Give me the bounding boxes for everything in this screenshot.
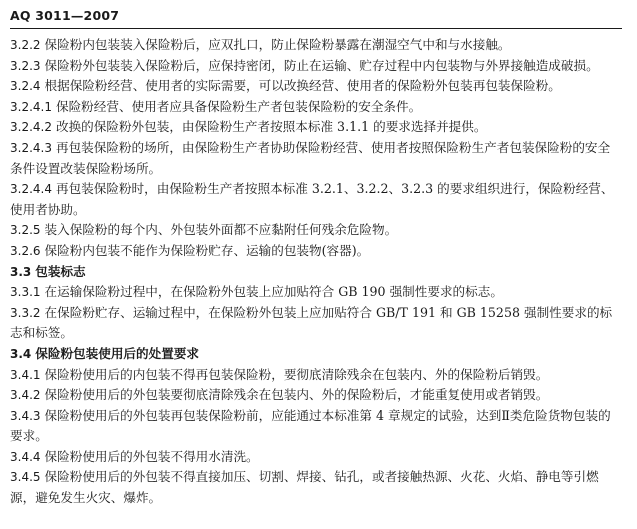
clause-text: 保险粉使用后的外包装再包装保险粉前，应能通过本标准第 4 章规定的试验，达到Ⅱ类危险货物包装的要求。: [10, 407, 611, 444]
clause-text: 装入保险粉的每个内、外包装外面都不应黏附任何残余危险物。: [44, 222, 398, 238]
clause-paragraph: [10, 303, 622, 344]
clause-paragraph: [10, 262, 622, 283]
clause-number: 3.2.4.2: [10, 120, 52, 135]
clause-paragraph: [10, 179, 622, 220]
clause-paragraph: [10, 365, 622, 386]
clause-paragraph: [10, 35, 622, 56]
clause-number: 3.2.6: [10, 243, 41, 258]
clause-paragraph: [10, 467, 622, 508]
clause-text: 保险粉内包装装入保险粉后，应双扎口，防止保险粉暴露在潮湿空气中和与水接触。: [44, 37, 511, 52]
clause-paragraph: [10, 406, 622, 447]
clause-paragraph: [10, 76, 622, 97]
clause-text: 在运输保险粉过程中，在保险粉外包装上应加贴符合 GB 190 强制性要求的标志。: [44, 284, 503, 300]
clause-number: 3.2.5: [10, 223, 41, 238]
clause-number: 3.2.4.3: [10, 140, 52, 155]
clause-text: 再包装保险粉时，由保险粉生产者按照本标准 3.2.1、3.2.2、3.2.3 的要求组织进行，保险粉经营、使用者协助。: [10, 181, 614, 217]
clause-number: 3.2.4.1: [10, 99, 52, 114]
clause-text: 保险粉使用后的内包装不得再包装保险粉，要彻底清除残余在包装内、外的保险粉后销毁。: [44, 366, 549, 382]
header-rule: [10, 28, 622, 29]
clause-paragraph: [10, 97, 622, 118]
clause-text: 保险粉包装使用后的处置要求: [35, 345, 199, 361]
clause-number: 3.2.2: [10, 38, 41, 52]
clause-paragraph: [10, 220, 622, 241]
clause-number: 3.3: [10, 264, 32, 279]
clause-text: 包装标志: [35, 263, 86, 279]
clause-number: 3.4: [10, 346, 32, 361]
clause-text: 根据保险粉经营、使用者的实际需要，可以改换经营、使用者的保险粉外包装再包装保险粉。: [44, 78, 561, 94]
clause-number: 3.4.2: [10, 388, 41, 403]
clause-paragraph: [10, 447, 622, 468]
clause-number: 3.4.1: [10, 367, 41, 382]
clause-text: 保险粉经营、使用者应具备保险粉生产者包装保险粉的安全条件。: [55, 98, 422, 114]
clause-paragraph: [10, 385, 622, 406]
clause-number: 3.4.4: [10, 449, 41, 464]
clause-number: 3.3.2: [10, 305, 41, 320]
clause-number: 3.2.4.4: [10, 182, 52, 197]
clause-text: 改换的保险粉外包装，由保险粉生产者按照本标准 3.1.1 的要求选择并提供。: [55, 119, 487, 135]
clause-paragraph: [10, 282, 622, 303]
clause-text: 保险粉内包装不能作为保险粉贮存、运输的包装物(容器)。: [44, 242, 370, 258]
clause-number: 3.4.3: [10, 408, 41, 423]
clause-paragraph: [10, 138, 622, 179]
clause-number: 3.4.5: [10, 470, 41, 485]
clause-paragraph: [10, 344, 622, 365]
clause-text: 在保险粉贮存、运输过程中，在保险粉外包装上应加贴符合 GB/T 191 和 GB 15258 强制性要求的标志和标签。: [10, 304, 613, 341]
clause-text: 保险粉使用后的外包装不得直接加压、切割、焊接、钻孔，或者接触热源、火花、火焰、静电等引燃源，避免发生火灾、爆炸。: [10, 469, 599, 506]
clause-text: 保险粉使用后的外包装要彻底清除残余在包装内、外的保险粉后，才能重复使用或者销毁。: [44, 387, 549, 403]
clause-paragraph: [10, 56, 622, 77]
document-code: AQ 3011—2007: [10, 8, 120, 23]
document-body: [10, 35, 622, 509]
clause-paragraph: [10, 241, 622, 262]
clause-text: 保险粉外包装装入保险粉后，应保持密闭，防止在运输、贮存过程中内包装物与外界接触造成破损。: [44, 57, 599, 73]
clause-number: 3.2.4: [10, 79, 41, 94]
clause-number: 3.2.3: [10, 58, 41, 73]
clause-text: 保险粉使用后的外包装不得用水清洗。: [44, 448, 259, 464]
clause-number: 3.3.1: [10, 285, 41, 300]
clause-text: 再包装保险粉的场所，由保险粉生产者协助保险粉经营、使用者按照保险粉生产者包装保险粉的安全条件设置改装保险粉场所。: [10, 139, 611, 176]
clause-paragraph: [10, 117, 622, 138]
